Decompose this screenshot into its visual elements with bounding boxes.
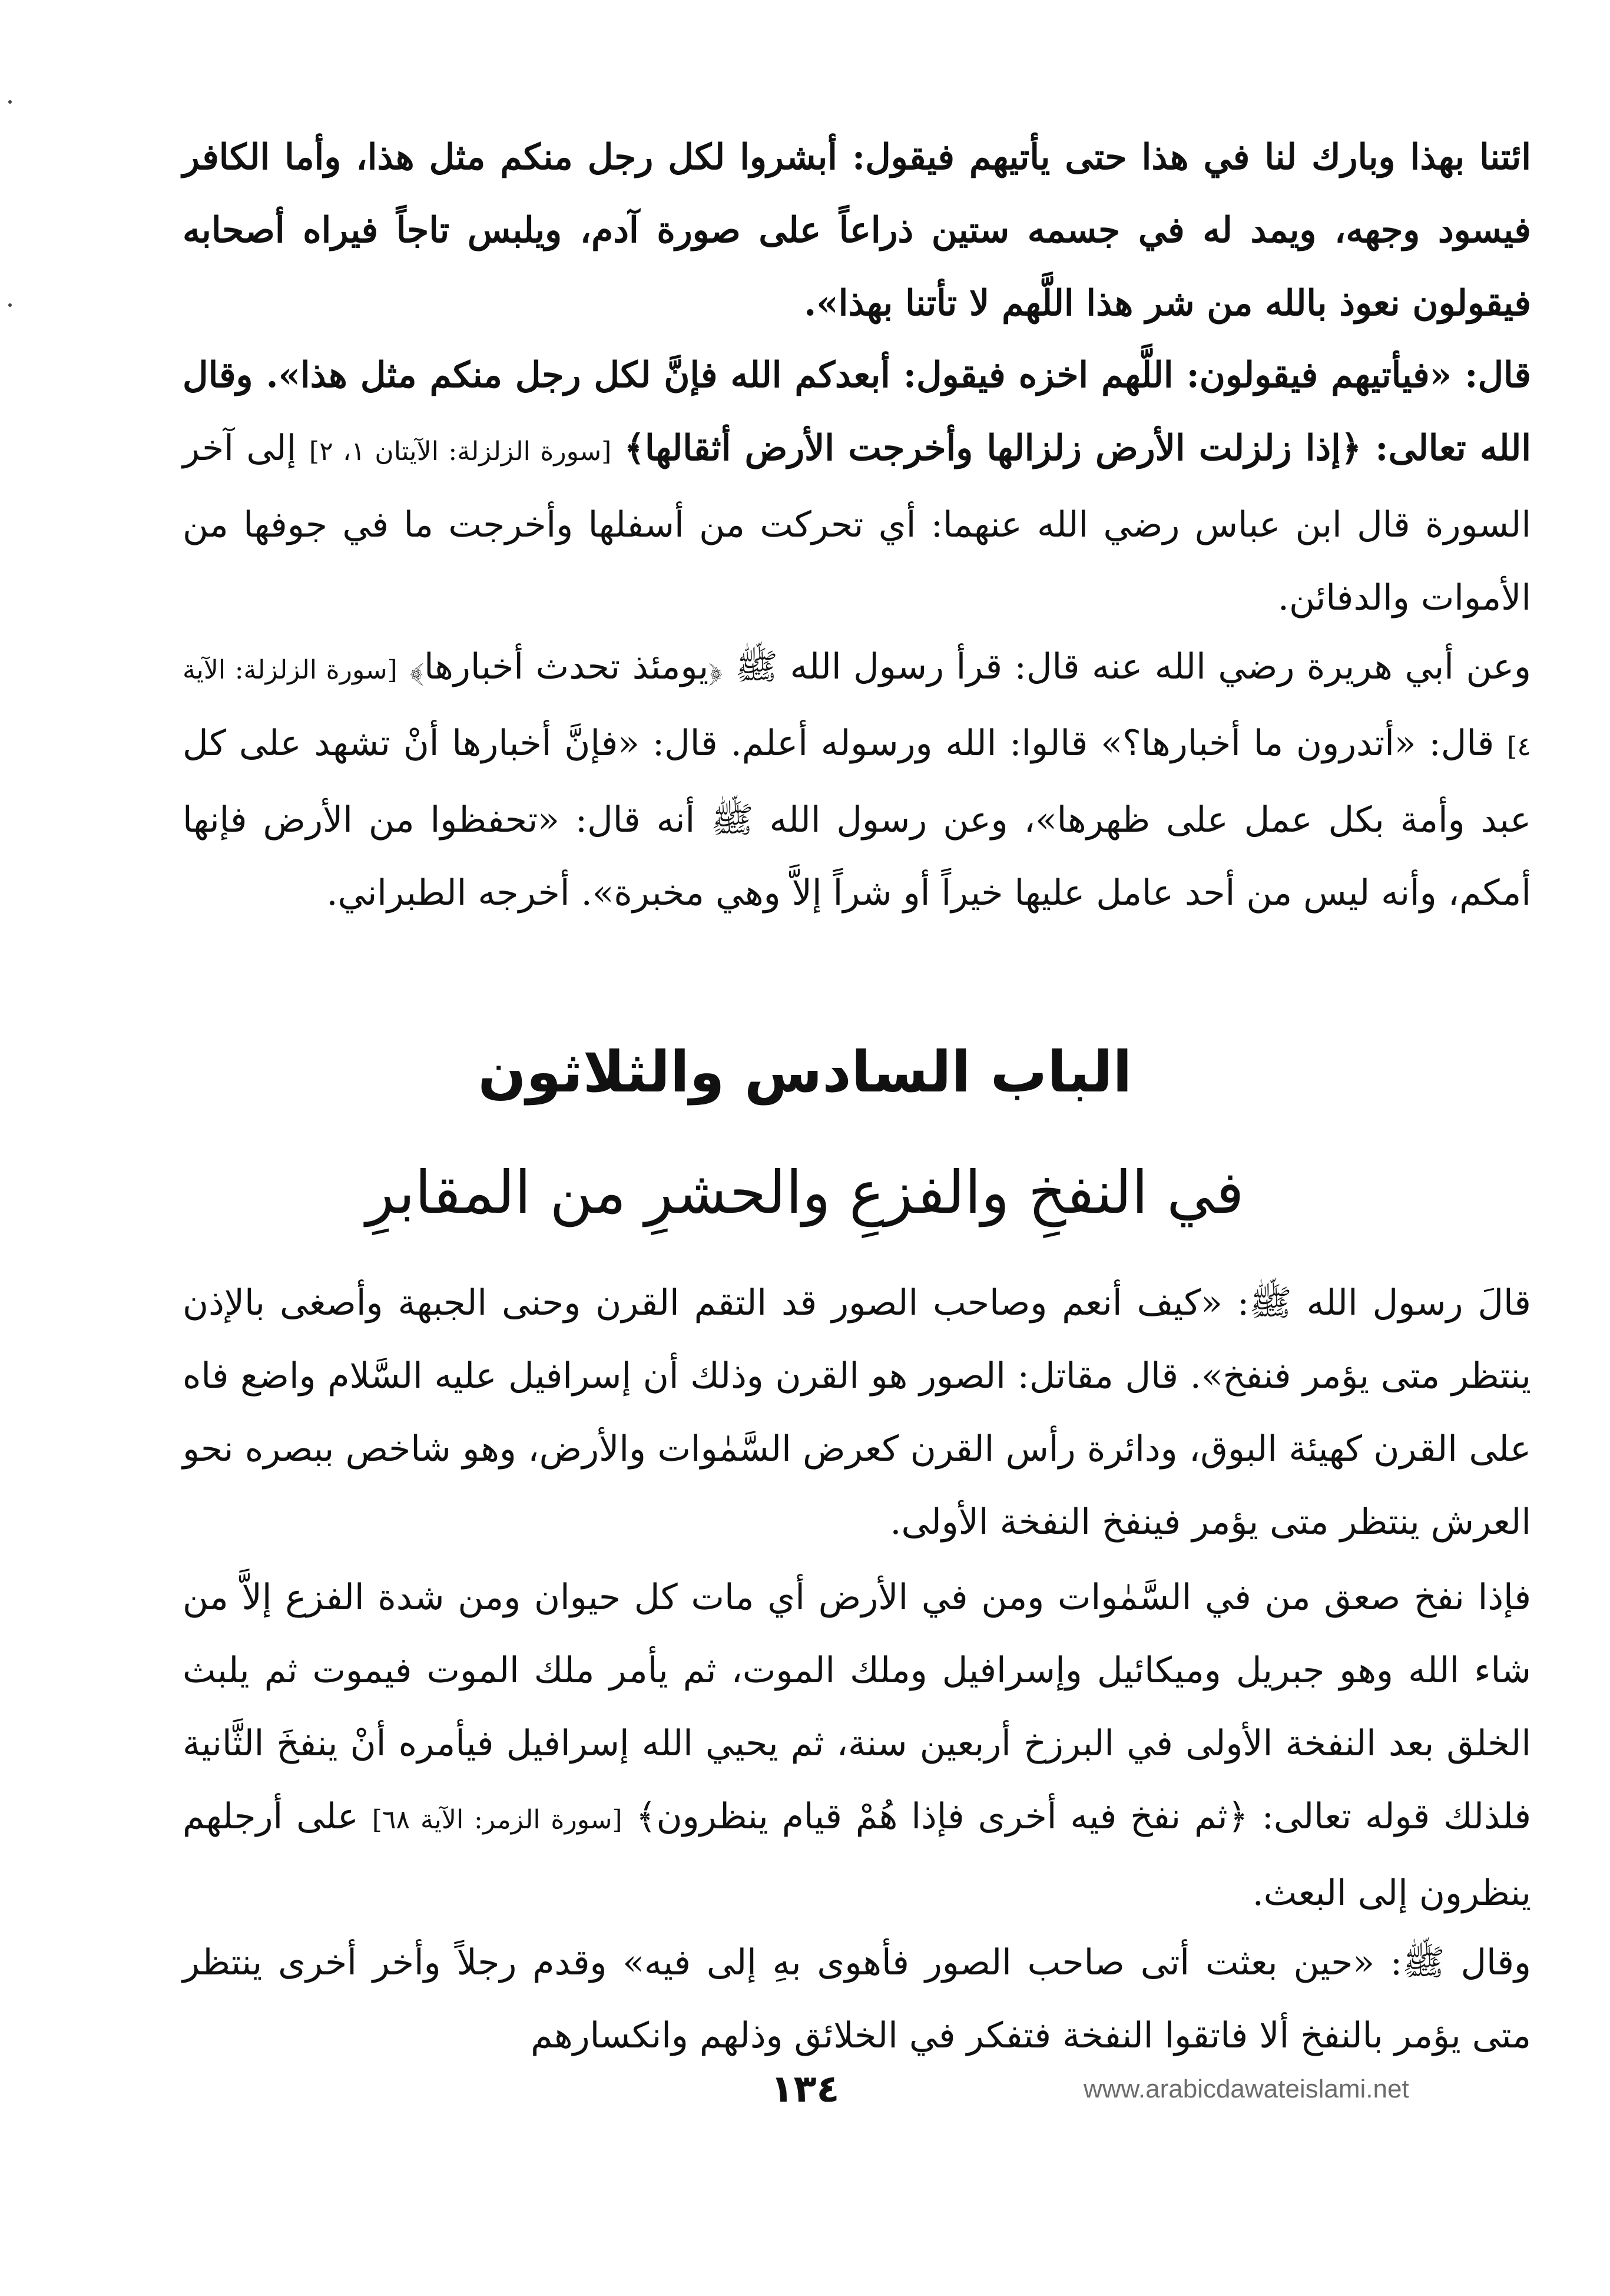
paragraph-text: [183, 1561, 1531, 1930]
website-watermark: www.arabicdawateislami.net: [1084, 2075, 1409, 2103]
text-run: قال: «فيأتيهم فيقولون: اللَّهم اخزه فيقول: أبعدكم الله فإنَّ لكل رجل منكم مثل هذا». وقال الله تعالى: ﴿إذا زلزلت الأرض زلزالها وأخرجت الأرض أثقالها﴾: [183, 355, 1531, 469]
surah-reference: [سورة الزمر: الآية ٦٨]: [372, 1805, 622, 1835]
chapter-subtitle: في النفخِ والفزعِ والحشرِ من المقابرِ: [366, 1158, 1244, 1227]
paragraph-text: ائتنا بهذا وبارك لنا في هذا حتى يأتيهم فيقول: أبشروا لكل رجل منكم مثل هذا، وأما الكافر فيسود وجهه، ويمد له في جسمه ستين ذراعاً على صورة آدم، ويلبس تاجاً فيراه أصحابه فيقولون نعوذ بالله من شر هذا اللَّهم لا تأتنا بهذا».: [183, 137, 1531, 324]
paragraph-6: [183, 1926, 1531, 2072]
page-number: ١٣٤: [770, 2067, 840, 2111]
paragraph-text: [183, 339, 1531, 634]
paragraph-5: [183, 1561, 1531, 1930]
chapter-title: الباب السادس والثلاثون: [478, 1039, 1132, 1105]
text-run: فإذا نفخ صعق من في السَّمٰوات ومن في الأرض أي مات كل حيوان ومن شدة الفزع إلاَّ من شاء الله وهو جبريل وميكائيل وإسرافيل وملك الموت، ثم يأمر ملك الموت فيموت ثم يلبث الخلق بعد النفخة الأولى في البرزخ أربعين سنة، ثم يحيي الله إسرافيل فيأمره أنْ ينفخَ الثَّانية فلذلك قوله تعالى: ﴿ثم نفخ فيه أخرى فإذا هُمْ قيام ينظرون﴾: [183, 1577, 1531, 1837]
scan-speck: [8, 303, 12, 307]
paragraph-3: [183, 630, 1531, 929]
text-run: على أرجلهم ينظرون إلى البعث.: [183, 1796, 1531, 1914]
surah-reference: [سورة الزلزلة: الآيتان ١، ٢]: [309, 436, 612, 467]
paragraph-text: وقال ﷺ: «حين بعثت أتى صاحب الصور فأهوى بهِ إلى فيه» وقدم رجلاً وأخر أخرى ينتظر متى يؤمر بالنفخ ألا فاتقوا النفخة فتفكر في الخلائق وذلهم وانكسارهم: [183, 1942, 1531, 2056]
surah-reference: [سورة الزلزلة: الآية ٤]: [183, 655, 1531, 762]
text-run: وعن أبي هريرة رضي الله عنه قال: قرأ رسول الله ﷺ ﴿يومئذ تحدث أخبارها﴾: [409, 646, 1531, 687]
paragraph-text: قالَ رسول الله ﷺ: «كيف أنعم وصاحب الصور قد التقم القرن وحنى الجبهة وأصغى بالإذن ينتظر متى يؤمر فنفخ». قال مقاتل: الصور هو القرن وذلك أن إسرافيل عليه السَّلام واضع فاه على القرن كهيئة البوق، ودائرة رأس القرن كعرض السَّمٰوات والأرض، وهو شاخص ببصره نحو العرش ينتظر متى يؤمر فينفخ النفخة الأولى.: [183, 1282, 1531, 1543]
paragraph-1: [183, 121, 1531, 340]
text-run: إلى آخر السورة قال ابن عباس رضي الله عنهما: أي تحركت من أسفلها وأخرجت ما في جوفها من الأموات والدفائن.: [183, 428, 1531, 618]
paragraph-2: [183, 339, 1531, 634]
scan-speck: [8, 100, 12, 104]
text-run: قال: «أتدرون ما أخبارها؟» قالوا: الله ورسوله أعلم. قال: «فإنَّ أخبارها أنْ تشهد على كل عبد وأمة بكل عمل على ظهرها»، وعن رسول الله ﷺ أنه قال: «تحفظوا من الأرض فإنها أمكم، وأنه ليس من أحد عامل عليها خيراً أو شراً إلاَّ وهي مخبرة». أخرجه الطبراني.: [183, 723, 1531, 914]
paragraph-4: [183, 1266, 1531, 1559]
paragraph-text: [183, 630, 1531, 929]
